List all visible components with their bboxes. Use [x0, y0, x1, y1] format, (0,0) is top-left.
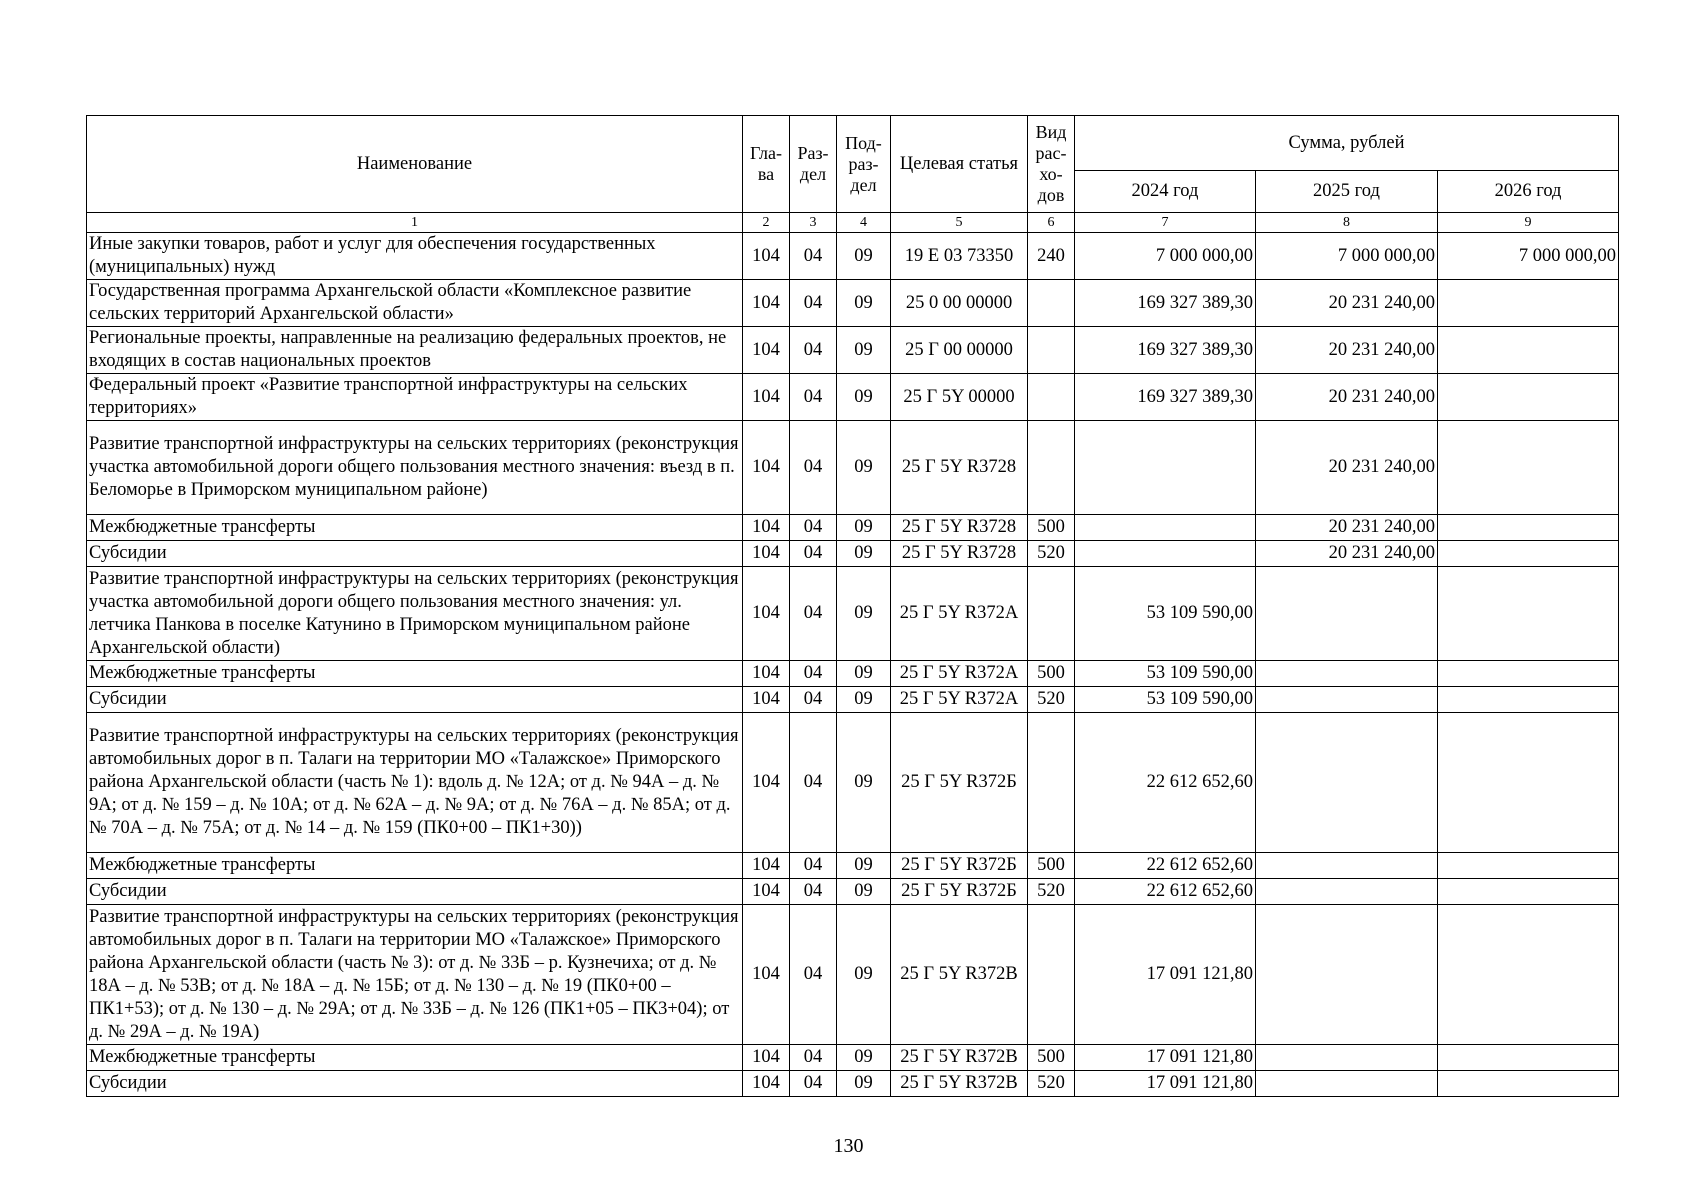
column-number: 1 — [87, 213, 743, 233]
cell-name: Межбюджетные трансферты — [87, 853, 743, 879]
cell-name: Субсидии — [87, 687, 743, 713]
cell-podrazdel: 09 — [837, 327, 891, 374]
cell-sum-2026 — [1438, 327, 1619, 374]
cell-sum-2026 — [1438, 713, 1619, 853]
cell-name: Развитие транспортной инфраструктуры на сельских территориях (реконструкция автомобильных дорог в п. Талаги на территории МО «Талажское» Приморского района Архангельской области (часть № 1): вдоль д. № 12А; от д. № 94А – д. № 9А; от д. № 159 – д. № 10А; от д. № 62А – д. № 9А; от д. № 76А – д. № 85А; от д. № 70А – д. № 75А; от д. № 14 – д. № 159 (ПК0+00 – ПК1+30)) — [87, 713, 743, 853]
table-row — [87, 421, 1619, 515]
cell-name: Федеральный проект «Развитие транспортной инфраструктуры на сельских территориях» — [87, 374, 743, 421]
cell-razdel: 04 — [790, 661, 837, 687]
cell-target-article: 25 Г 5Y R372В — [891, 1071, 1028, 1097]
table-row — [87, 233, 1619, 280]
column-number: 8 — [1256, 213, 1438, 233]
cell-sum-2025: 20 231 240,00 — [1256, 515, 1438, 541]
cell-sum-2025 — [1256, 567, 1438, 661]
cell-expense-type: 500 — [1028, 515, 1075, 541]
header-year-2026: 2026 год — [1438, 171, 1619, 213]
cell-glava: 104 — [743, 280, 790, 327]
table-body — [87, 233, 1619, 1097]
cell-target-article: 25 Г 5Y R372Б — [891, 879, 1028, 905]
cell-razdel: 04 — [790, 421, 837, 515]
cell-sum-2024 — [1075, 515, 1256, 541]
cell-name: Развитие транспортной инфраструктуры на сельских территориях (реконструкция участка автомобильной дороги общего пользования местного значения: въезд в п. Беломорье в Приморском муниципальном районе) — [87, 421, 743, 515]
cell-name: Субсидии — [87, 1071, 743, 1097]
page-number: 130 — [833, 1135, 864, 1157]
header-name: Наименование — [87, 116, 743, 213]
column-number: 9 — [1438, 213, 1619, 233]
cell-razdel: 04 — [790, 515, 837, 541]
cell-sum-2025: 20 231 240,00 — [1256, 421, 1438, 515]
cell-glava: 104 — [743, 541, 790, 567]
cell-name: Региональные проекты, направленные на реализацию федеральных проектов, не входящих в состав национальных проектов — [87, 327, 743, 374]
cell-glava: 104 — [743, 515, 790, 541]
cell-sum-2025 — [1256, 1071, 1438, 1097]
cell-razdel: 04 — [790, 233, 837, 280]
table-row — [87, 905, 1619, 1045]
cell-target-article: 25 Г 5Y R372А — [891, 567, 1028, 661]
cell-razdel: 04 — [790, 687, 837, 713]
cell-sum-2026 — [1438, 879, 1619, 905]
cell-podrazdel: 09 — [837, 713, 891, 853]
table-row — [87, 327, 1619, 374]
cell-sum-2026 — [1438, 421, 1619, 515]
table-row — [87, 374, 1619, 421]
cell-target-article: 25 Г 5Y R372А — [891, 661, 1028, 687]
cell-glava: 104 — [743, 327, 790, 374]
cell-sum-2025 — [1256, 905, 1438, 1045]
cell-target-article: 25 Г 5Y R372В — [891, 905, 1028, 1045]
cell-razdel: 04 — [790, 905, 837, 1045]
cell-podrazdel: 09 — [837, 905, 891, 1045]
cell-expense-type — [1028, 713, 1075, 853]
cell-sum-2024 — [1075, 541, 1256, 567]
cell-sum-2026 — [1438, 567, 1619, 661]
column-number: 5 — [891, 213, 1028, 233]
cell-expense-type — [1028, 567, 1075, 661]
cell-sum-2026 — [1438, 687, 1619, 713]
cell-sum-2024: 169 327 389,30 — [1075, 374, 1256, 421]
cell-podrazdel: 09 — [837, 853, 891, 879]
cell-expense-type: 520 — [1028, 541, 1075, 567]
cell-sum-2026 — [1438, 541, 1619, 567]
cell-name: Государственная программа Архангельской области «Комплексное развитие сельских территорий Архангельской области» — [87, 280, 743, 327]
cell-sum-2024: 53 109 590,00 — [1075, 687, 1256, 713]
cell-razdel: 04 — [790, 853, 837, 879]
cell-sum-2024: 22 612 652,60 — [1075, 853, 1256, 879]
table-row — [87, 280, 1619, 327]
cell-sum-2024: 169 327 389,30 — [1075, 327, 1256, 374]
table-row — [87, 1071, 1619, 1097]
column-number: 4 — [837, 213, 891, 233]
cell-podrazdel: 09 — [837, 515, 891, 541]
cell-sum-2025: 20 231 240,00 — [1256, 280, 1438, 327]
cell-sum-2024: 7 000 000,00 — [1075, 233, 1256, 280]
cell-expense-type — [1028, 327, 1075, 374]
cell-sum-2025 — [1256, 713, 1438, 853]
cell-glava: 104 — [743, 374, 790, 421]
cell-sum-2026 — [1438, 853, 1619, 879]
cell-glava: 104 — [743, 421, 790, 515]
cell-podrazdel: 09 — [837, 541, 891, 567]
cell-target-article: 25 Г 00 00000 — [891, 327, 1028, 374]
table-row — [87, 567, 1619, 661]
cell-sum-2024: 22 612 652,60 — [1075, 879, 1256, 905]
cell-razdel: 04 — [790, 879, 837, 905]
cell-sum-2026 — [1438, 280, 1619, 327]
cell-glava: 104 — [743, 1071, 790, 1097]
cell-sum-2024: 169 327 389,30 — [1075, 280, 1256, 327]
cell-name: Иные закупки товаров, работ и услуг для обеспечения государственных (муниципальных) нужд — [87, 233, 743, 280]
cell-sum-2025 — [1256, 661, 1438, 687]
cell-sum-2024: 22 612 652,60 — [1075, 713, 1256, 853]
table-row — [87, 515, 1619, 541]
cell-expense-type: 500 — [1028, 853, 1075, 879]
cell-target-article: 25 Г 5Y R372А — [891, 687, 1028, 713]
column-number: 7 — [1075, 213, 1256, 233]
cell-sum-2025 — [1256, 853, 1438, 879]
cell-razdel: 04 — [790, 1045, 837, 1071]
cell-razdel: 04 — [790, 567, 837, 661]
cell-sum-2026: 7 000 000,00 — [1438, 233, 1619, 280]
cell-glava: 104 — [743, 1045, 790, 1071]
cell-podrazdel: 09 — [837, 280, 891, 327]
cell-target-article: 25 Г 5Y R3728 — [891, 515, 1028, 541]
column-number-row — [87, 213, 1619, 233]
cell-glava: 104 — [743, 233, 790, 280]
cell-sum-2025 — [1256, 1045, 1438, 1071]
header-expense-type: Вид рас-хо-дов — [1028, 116, 1075, 213]
cell-razdel: 04 — [790, 541, 837, 567]
cell-sum-2025 — [1256, 687, 1438, 713]
table-row — [87, 879, 1619, 905]
cell-expense-type — [1028, 905, 1075, 1045]
cell-razdel: 04 — [790, 713, 837, 853]
cell-name: Межбюджетные трансферты — [87, 1045, 743, 1071]
cell-sum-2024 — [1075, 421, 1256, 515]
cell-target-article: 25 Г 5Y 00000 — [891, 374, 1028, 421]
column-number: 6 — [1028, 213, 1075, 233]
cell-name: Субсидии — [87, 879, 743, 905]
cell-razdel: 04 — [790, 280, 837, 327]
cell-expense-type — [1028, 280, 1075, 327]
cell-name: Межбюджетные трансферты — [87, 515, 743, 541]
cell-glava: 104 — [743, 905, 790, 1045]
cell-sum-2025 — [1256, 879, 1438, 905]
cell-glava: 104 — [743, 567, 790, 661]
cell-name: Развитие транспортной инфраструктуры на сельских территориях (реконструкция автомобильных дорог в п. Талаги на территории МО «Талажское» Приморского района Архангельской области (часть № 3): от д. № 33Б – р. Кузнечиха; от д. № 18А – д. № 53В; от д. № 18А – д. № 15Б; от д. № 130 – д. № 19 (ПК0+00 – ПК1+53); от д. № 130 – д. № 29А; от д. № 33Б – д. № 126 (ПК1+05 – ПК3+04); от д. № 29А – д. № 19А) — [87, 905, 743, 1045]
cell-expense-type: 240 — [1028, 233, 1075, 280]
cell-sum-2026 — [1438, 515, 1619, 541]
cell-glava: 104 — [743, 853, 790, 879]
header-glava: Гла-ва — [743, 116, 790, 213]
cell-sum-2026 — [1438, 661, 1619, 687]
cell-expense-type: 520 — [1028, 687, 1075, 713]
table-row — [87, 1045, 1619, 1071]
cell-razdel: 04 — [790, 374, 837, 421]
column-number: 2 — [743, 213, 790, 233]
cell-sum-2025: 20 231 240,00 — [1256, 374, 1438, 421]
cell-glava: 104 — [743, 879, 790, 905]
table-row — [87, 687, 1619, 713]
cell-expense-type: 500 — [1028, 1045, 1075, 1071]
cell-podrazdel: 09 — [837, 687, 891, 713]
cell-podrazdel: 09 — [837, 1045, 891, 1071]
cell-name: Субсидии — [87, 541, 743, 567]
header-razdel: Раз-дел — [790, 116, 837, 213]
cell-sum-2024: 17 091 121,80 — [1075, 1045, 1256, 1071]
header-target-article: Целевая статья — [891, 116, 1028, 213]
cell-target-article: 25 Г 5Y R372Б — [891, 713, 1028, 853]
cell-glava: 104 — [743, 713, 790, 853]
cell-expense-type: 520 — [1028, 1071, 1075, 1097]
cell-target-article: 25 Г 5Y R3728 — [891, 541, 1028, 567]
cell-sum-2025: 20 231 240,00 — [1256, 327, 1438, 374]
cell-target-article: 25 0 00 00000 — [891, 280, 1028, 327]
cell-sum-2024: 17 091 121,80 — [1075, 905, 1256, 1045]
cell-expense-type: 520 — [1028, 879, 1075, 905]
cell-target-article: 25 Г 5Y R372Б — [891, 853, 1028, 879]
cell-expense-type — [1028, 421, 1075, 515]
cell-glava: 104 — [743, 661, 790, 687]
cell-target-article: 19 Е 03 73350 — [891, 233, 1028, 280]
cell-sum-2026 — [1438, 1045, 1619, 1071]
cell-podrazdel: 09 — [837, 567, 891, 661]
table-row — [87, 713, 1619, 853]
header-year-2025: 2025 год — [1256, 171, 1438, 213]
table-header — [87, 116, 1619, 233]
cell-sum-2026 — [1438, 905, 1619, 1045]
budget-table — [86, 115, 1619, 1097]
cell-podrazdel: 09 — [837, 233, 891, 280]
cell-glava: 104 — [743, 687, 790, 713]
cell-podrazdel: 09 — [837, 661, 891, 687]
cell-name: Межбюджетные трансферты — [87, 661, 743, 687]
header-sum: Сумма, рублей — [1075, 116, 1619, 171]
header-year-2024: 2024 год — [1075, 171, 1256, 213]
cell-razdel: 04 — [790, 327, 837, 374]
cell-target-article: 25 Г 5Y R372В — [891, 1045, 1028, 1071]
cell-sum-2026 — [1438, 1071, 1619, 1097]
cell-sum-2026 — [1438, 374, 1619, 421]
cell-sum-2025: 20 231 240,00 — [1256, 541, 1438, 567]
cell-sum-2024: 53 109 590,00 — [1075, 661, 1256, 687]
cell-podrazdel: 09 — [837, 1071, 891, 1097]
cell-sum-2024: 53 109 590,00 — [1075, 567, 1256, 661]
header-podrazdel: Под-раз-дел — [837, 116, 891, 213]
table-row — [87, 541, 1619, 567]
cell-name: Развитие транспортной инфраструктуры на сельских территориях (реконструкция участка автомобильной дороги общего пользования местного значения: ул. летчика Панкова в поселке Катунино в Приморском муниципальном районе Архангельской области) — [87, 567, 743, 661]
cell-podrazdel: 09 — [837, 879, 891, 905]
column-number: 3 — [790, 213, 837, 233]
cell-sum-2025: 7 000 000,00 — [1256, 233, 1438, 280]
cell-target-article: 25 Г 5Y R3728 — [891, 421, 1028, 515]
cell-podrazdel: 09 — [837, 421, 891, 515]
cell-podrazdel: 09 — [837, 374, 891, 421]
cell-expense-type — [1028, 374, 1075, 421]
table-row — [87, 853, 1619, 879]
table-row — [87, 661, 1619, 687]
cell-expense-type: 500 — [1028, 661, 1075, 687]
cell-sum-2024: 17 091 121,80 — [1075, 1071, 1256, 1097]
cell-razdel: 04 — [790, 1071, 837, 1097]
